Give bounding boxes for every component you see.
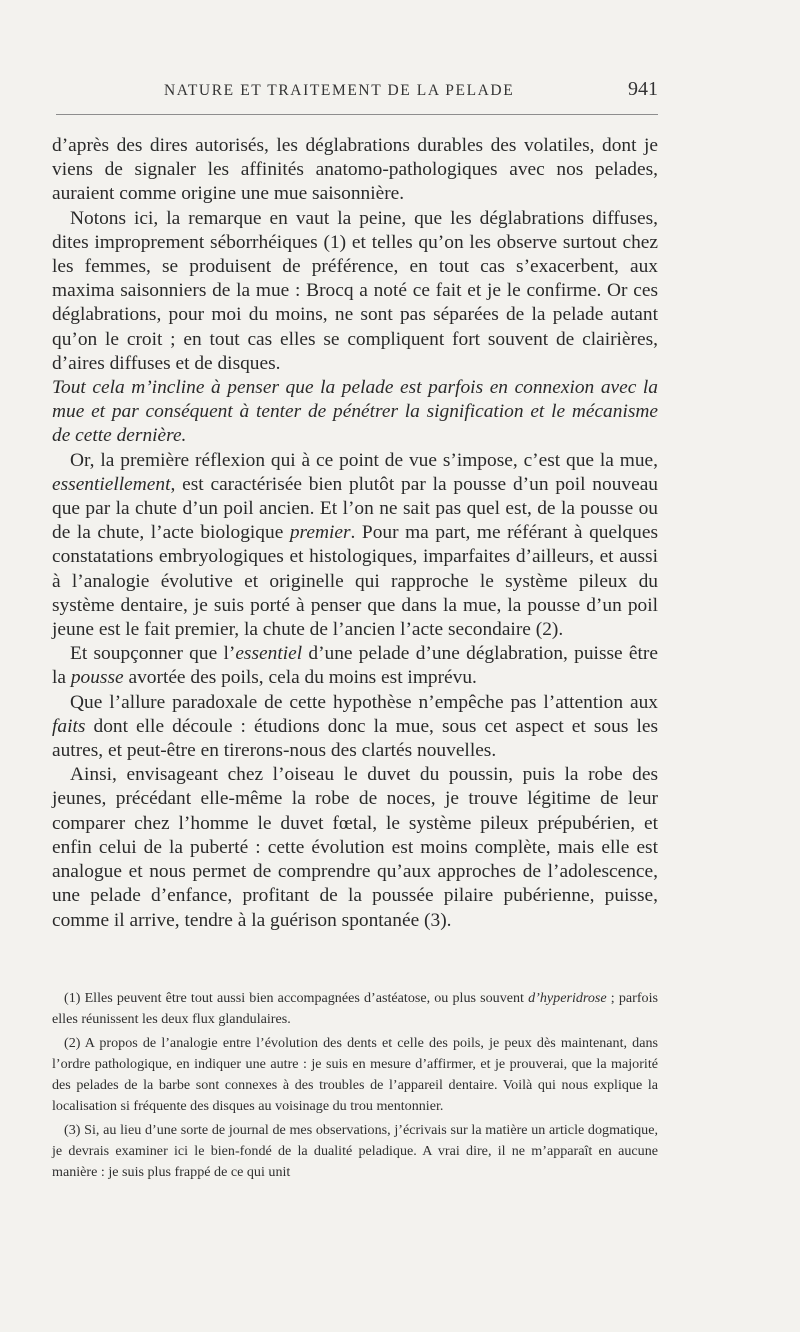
paragraph-4: Or, la première réflexion qui à ce point de vue s’impose, c’est que la mue, essentiellement, est caractérisée bien plutôt par la pousse d’un poil nouveau que par la chute d’un poil ancien. Et l’on ne sait pas quel est, de la pousse ou de la chute, l’acte biologique premier. Pour ma part, me référant à quelques constatations embryologiques et histologiques, imparfaites d’ailleurs, et aussi à l’analogie évolutive et originelle qui rapproche le système pileux du système dentaire, je suis porté à penser que dans la mue, la pousse d’un poil jeune est le fait premier, la chute de l’ancien l’acte secondaire (2). bbox=[52, 449, 659, 641]
header-rule bbox=[56, 114, 658, 115]
footnote-3: (3) Si, au lieu d’une sorte de journal de mes observations, j’écrivais sur la matière un article dogmatique, je devrais examiner ici le bien-fondé de la dualité peladique. A vrai dire, il ne m’apparaît en aucune manière : je suis plus frappé de ce qui unit bbox=[52, 1122, 658, 1180]
paragraph-1: d’après des dires autorisés, les déglabrations durables des volatiles, dont je viens de signaler les affinités anatomo-pathologiques avec nos pelades, auraient comme origine une mue saisonnière. bbox=[52, 135, 658, 205]
paragraph-5: Et soupçonner que l’essentiel d’une pelade d’une déglabration, puisse être la pousse avortée des poils, cela du moins est imprévu. bbox=[52, 643, 658, 689]
body-text bbox=[52, 134, 658, 933]
paragraph-6: Que l’allure paradoxale de cette hypothèse n’empêche pas l’attention aux faits dont elle découle : étudions donc la mue, sous cet aspect et sous les autres, et peut-être en tirerons-nous des clartés nouvelles. bbox=[52, 691, 658, 762]
footnote-1: (1) Elles peuvent être tout aussi bien accompagnées d’astéatose, ou plus souvent d’hyperidrose ; parfois elles réunissent les deux flux glandulaires. bbox=[52, 990, 658, 1027]
paragraph-3 bbox=[52, 376, 658, 449]
running-title: NATURE ET TRAITEMENT DE LA PELADE bbox=[164, 82, 515, 99]
paragraph-7: Ainsi, envisageant chez l’oiseau le duvet du poussin, puis la robe des jeunes, précédant elle-même la robe de noces, je trouve légitime de leur comparer chez l’homme le duvet fœtal, le système pileux prépubérien, et enfin celui de la puberté : cette évolution est moins complète, mais elle est analogue et nous permet de comprendre qu’aux approches de l’adolescence, une pelade d’enfance, profitant de la poussée pilaire pubérienne, puisse, comme il arrive, tendre à la guérison spontanée (3). bbox=[52, 764, 658, 931]
paragraph-3-italic: Tout cela m’incline à penser que la pelade est parfois en connexion avec la mue et par conséquent à tenter de pénétrer la signification et le mécanisme de cette dernière. bbox=[52, 377, 658, 447]
page-number: 941 bbox=[628, 78, 658, 100]
paragraph-2: Notons ici, la remarque en vaut la peine, que les déglabrations diffuses, dites improprement séborrhéiques (1) et telles qu’on les observe surtout chez les femmes, se produisent de préférence, en tout cas s’exacerbent, aux maxima saisonniers de la mue : Brocq a noté ce fait et je le confirme. Or ces déglabrations, pour moi du moins, ne sont pas séparées de la pelade autant qu’on le croit ; en tout cas elles se compliquent fort souvent de clairières, d’aires diffuses et de disques. bbox=[52, 207, 658, 374]
footnote-2: (2) A propos de l’analogie entre l’évolution des dents et celle des poils, je peux dès maintenant, dans l’ordre pathologique, en indiquer une autre : je suis en mesure d’affirmer, et je prouverai, que la majorité des pelades de la barbe sont connexes à des troubles de l’appareil dentaire. Voilà qui nous explique la localisation si fréquente des disques au voisinage du trou mentonnier. bbox=[52, 1035, 658, 1114]
footnotes bbox=[52, 988, 658, 1183]
page-header bbox=[54, 78, 658, 102]
